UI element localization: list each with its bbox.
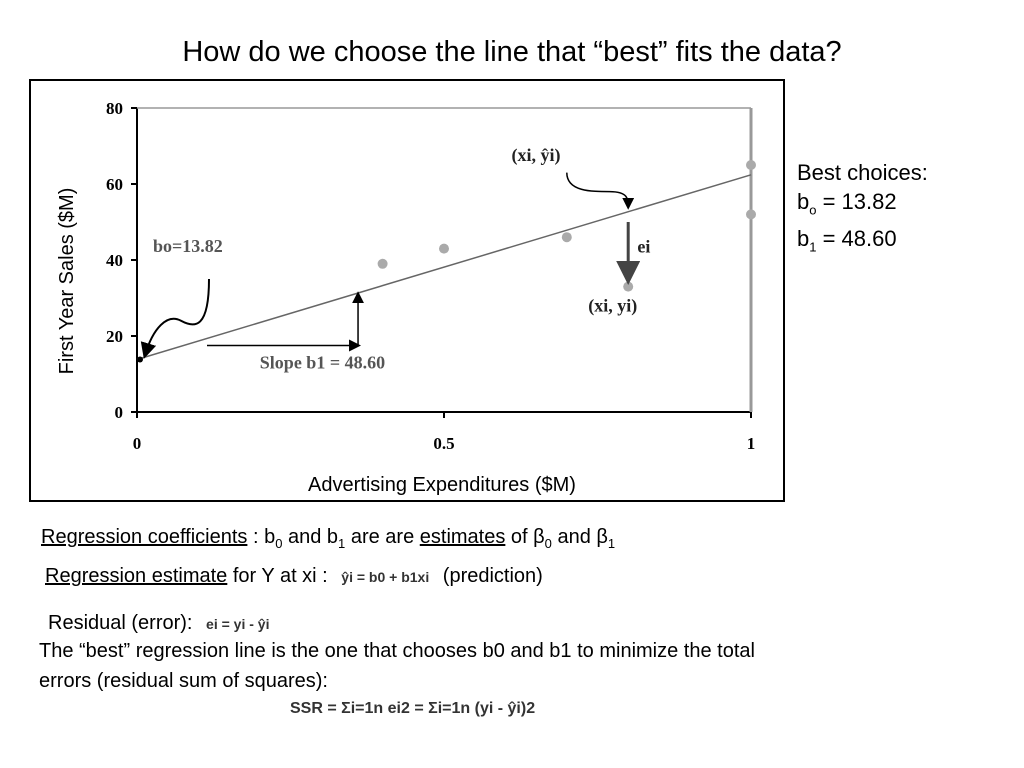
y-tick-label: 40	[106, 251, 123, 270]
data-point	[439, 244, 449, 254]
estimates-term: estimates	[419, 526, 506, 548]
chart-annotations	[137, 145, 650, 372]
data-point	[378, 259, 388, 269]
ssr-formula: SSR = Σi=1n ei2 = Σi=1n (yi - ŷi)2	[290, 700, 536, 717]
coefficients-definition: Regression coefficients : $b_0$ and $b_1$ are are estimates of $\beta_0$ and $\beta_1$	[41, 526, 616, 551]
best-choices-heading: Best choices:	[797, 160, 928, 185]
residual-formula: ei = yi - ŷi	[206, 616, 270, 632]
residual-definition: Residual (error): ei = yi - ŷi	[48, 612, 270, 634]
y-tick-label: 60	[106, 175, 123, 194]
x-axis-label: Advertising Expenditures ($M)	[308, 474, 576, 496]
x-tick-label: 0	[132, 434, 142, 453]
estimate-formula: ŷi = b0 + b1xi	[341, 569, 430, 585]
b1-value: $b_1 = 48.60$	[797, 226, 897, 255]
intercept-label: bo=13.82	[153, 236, 223, 256]
chart-axes	[106, 99, 755, 453]
slope-label: Slope b1 = 48.60	[259, 352, 386, 373]
estimate-definition: Regression estimate for Y at xi : ŷi = b0 + b1xi (prediction)	[45, 565, 543, 587]
intercept-arrow	[145, 279, 209, 355]
chart-marks	[137, 160, 756, 359]
x-tick-label: 0.5	[433, 434, 455, 453]
estimate-term: Regression estimate	[45, 565, 228, 587]
data-point	[623, 282, 633, 292]
y-axis-label: First Year Sales ($M)	[56, 187, 78, 375]
best-choices-panel	[797, 158, 928, 262]
observed-point-label: (xi, yi)	[588, 295, 638, 316]
b0-value: $b_o = 13.82$	[797, 189, 897, 218]
y-tick-label: 20	[106, 327, 123, 346]
regression-line	[137, 175, 751, 360]
data-point	[746, 209, 756, 219]
data-point	[562, 232, 572, 242]
residual-label: ei	[637, 236, 651, 257]
fitted-point-label: (xi, ŷi)	[511, 145, 561, 166]
fitted-point-arrow	[567, 173, 628, 207]
y-tick-label: 80	[106, 99, 123, 118]
intercept-point	[137, 356, 143, 362]
prediction-note: (prediction)	[442, 565, 543, 587]
chart-frame	[29, 79, 785, 502]
slide-title: How do we choose the line that “best” fits the data?	[182, 36, 842, 68]
y-tick-label: 0	[114, 403, 123, 422]
x-tick-label: 1	[746, 434, 756, 453]
best-line-paragraph: The “best” regression line is the one that chooses b0 and b1 to minimize the total errors (residual sum of squares):	[39, 640, 755, 692]
scatter-chart	[31, 81, 783, 500]
data-point	[746, 160, 756, 170]
coefficients-term: Regression coefficients	[41, 526, 248, 548]
